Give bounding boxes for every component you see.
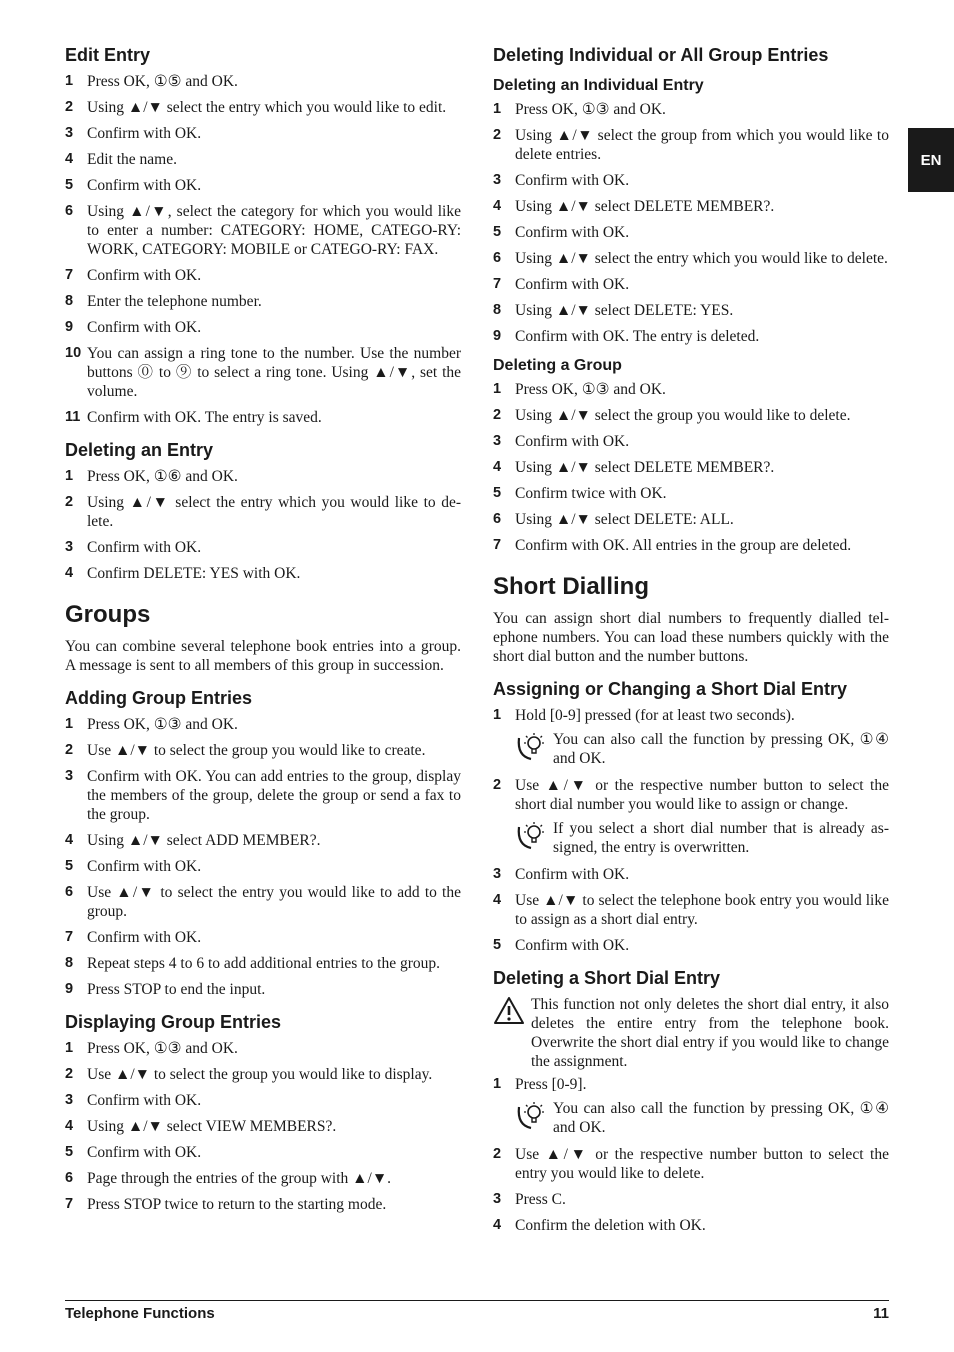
step-number: 2 [493, 407, 502, 423]
step-item [65, 857, 461, 876]
step-list [65, 467, 461, 583]
warning-note [493, 995, 889, 1071]
step-number: 2 [493, 1146, 502, 1162]
heading-short-dialling: Short Dialling [493, 573, 649, 600]
step-text: Use ▲/▼ to select the telephone book entry you would like to assign as a short dial entry. [515, 892, 889, 928]
step-number: 9 [493, 328, 502, 344]
step-number: 10 [65, 345, 82, 361]
right-column [493, 44, 889, 1242]
left-column [65, 44, 461, 1221]
step-number: 3 [65, 539, 74, 555]
step-list [493, 865, 889, 955]
step-item [493, 171, 889, 190]
step-text: Press STOP to end the input. [87, 981, 266, 998]
heading-deleting-an-entry: Deleting an Entry [65, 440, 214, 460]
step-item [65, 1143, 461, 1162]
step-item [493, 936, 889, 955]
step-text: Using ▲/▼ select the entry which you would like to de-lete. [87, 494, 461, 530]
step-number: 3 [65, 768, 74, 784]
step-number: 7 [65, 929, 74, 945]
step-number: 3 [65, 1092, 74, 1108]
step-number: 5 [493, 224, 502, 240]
step-text: Use ▲/▼ to select the entry you would like to add to the group. [87, 884, 461, 920]
step-item [493, 536, 889, 555]
step-text: Confirm with OK. You can add entries to the group, display the members of the group, delete the group or send a fax to the group. [87, 768, 461, 823]
tip-text: You can also call the function by pressing OK, ①④ and OK. [553, 1100, 889, 1136]
step-text: Hold [0-9] pressed (for at least two seconds). [515, 707, 795, 724]
step-number: 5 [493, 937, 502, 953]
heading-adding-group-entries: Adding Group Entries [65, 688, 252, 708]
step-text: Confirm with OK. [87, 929, 202, 946]
step-list [65, 72, 461, 427]
step-number: 2 [65, 742, 74, 758]
step-text: Confirm with OK. [515, 224, 630, 241]
step-list [493, 706, 889, 725]
step-text: Confirm with OK. [515, 172, 630, 189]
step-number: 1 [493, 707, 502, 723]
step-number: 8 [493, 302, 502, 318]
step-item [65, 176, 461, 195]
step-item [493, 1216, 889, 1235]
step-text: Confirm the deletion with OK. [515, 1217, 706, 1234]
step-item [65, 1039, 461, 1058]
step-number: 6 [65, 1170, 74, 1186]
step-text: Confirm with OK. [515, 433, 630, 450]
step-number: 7 [65, 1196, 74, 1212]
step-text: Press OK, ①③ and OK. [515, 101, 666, 118]
step-number: 2 [493, 127, 502, 143]
step-text: Confirm with OK. [87, 125, 202, 142]
heading-deleting-a-group: Deleting a Group [493, 357, 622, 374]
step-number: 4 [65, 565, 74, 581]
step-item [65, 292, 461, 311]
heading-assigning-or-changing-a-short-dial-entry: Assigning or Changing a Short Dial Entry [493, 679, 848, 699]
step-item [65, 538, 461, 557]
step-number: 2 [65, 99, 74, 115]
lightbulb-tip-icon [515, 1099, 553, 1133]
tip-note [515, 819, 889, 857]
step-text: Edit the name. [87, 151, 177, 168]
heading-edit-entry: Edit Entry [65, 45, 151, 65]
heading-groups: Groups [65, 601, 151, 628]
step-item [493, 432, 889, 451]
step-item [65, 98, 461, 117]
step-item [65, 767, 461, 824]
step-number: 3 [65, 125, 74, 141]
step-item [65, 741, 461, 760]
step-item [493, 1075, 889, 1094]
step-list [493, 380, 889, 555]
step-item [65, 493, 461, 531]
heading-deleting-individual-or-all-group-entries: Deleting Individual or All Group Entries [493, 45, 829, 65]
step-number: 4 [493, 459, 502, 475]
step-text: Press OK, ①③ and OK. [87, 1040, 238, 1057]
step-text: Using ▲/▼ select DELETE: ALL. [515, 511, 734, 528]
step-number: 1 [65, 468, 74, 484]
step-number: 5 [65, 177, 74, 193]
step-list [493, 776, 889, 814]
step-number: 1 [493, 1076, 502, 1092]
step-item [65, 202, 461, 259]
footer-page-number: 11 [873, 1305, 889, 1322]
step-text: Press STOP twice to return to the starting mode. [87, 1196, 387, 1213]
step-number: 6 [65, 884, 74, 900]
step-text: Confirm with OK. The entry is saved. [87, 409, 322, 426]
step-item [65, 1169, 461, 1188]
step-item [493, 484, 889, 503]
step-text: Using ▲/▼ select the group you would like to delete. [515, 407, 851, 424]
tip-text: You can also call the function by pressing OK, ①④ and OK. [553, 731, 889, 767]
warning-triangle-icon [493, 995, 531, 1029]
step-item [493, 510, 889, 529]
step-text: Using ▲/▼, select the category for which you would like to enter a number: CATEGORY: HOME, CATEGO-RY: WORK, CATEGORY: MOBILE or CATEGO-RY: FAX. [87, 203, 461, 258]
step-item [493, 380, 889, 399]
step-item [65, 928, 461, 947]
step-number: 2 [493, 777, 502, 793]
intro-paragraph: You can assign short dial numbers to frequently dialled tel-ephone numbers. You can load these numbers quickly with the short dial button and the number buttons. [493, 610, 889, 665]
step-item [65, 564, 461, 583]
step-item [65, 266, 461, 285]
step-number: 1 [493, 101, 502, 117]
step-item [65, 344, 461, 401]
step-text: Using ▲/▼ select DELETE MEMBER?. [515, 198, 775, 215]
step-list [65, 715, 461, 999]
step-item [493, 706, 889, 725]
step-number: 6 [65, 203, 74, 219]
step-number: 11 [65, 409, 81, 425]
step-item [65, 467, 461, 486]
step-item [493, 249, 889, 268]
step-item [493, 100, 889, 119]
step-number: 4 [493, 892, 502, 908]
footer-section-title: Telephone Functions [65, 1305, 215, 1322]
step-number: 6 [493, 250, 502, 266]
step-number: 6 [493, 511, 502, 527]
step-number: 7 [493, 537, 502, 553]
step-text: Use ▲/▼ to select the group you would like to display. [87, 1066, 433, 1083]
step-text: Using ▲/▼ select VIEW MEMBERS?. [87, 1118, 337, 1135]
step-item [65, 1065, 461, 1084]
step-list [493, 100, 889, 346]
step-text: You can assign a ring tone to the number. Use the number buttons ⓪ to ⑨ to select a ring tone. Using ▲/▼, set the volume. [87, 345, 461, 400]
step-text: Confirm DELETE: YES with OK. [87, 565, 301, 582]
heading-deleting-a-short-dial-entry: Deleting a Short Dial Entry [493, 968, 721, 988]
step-text: Confirm with OK. [87, 539, 202, 556]
step-number: 9 [65, 319, 74, 335]
step-text: Use ▲/▼ to select the group you would like to create. [87, 742, 426, 759]
step-number: 3 [493, 172, 502, 188]
heading-displaying-group-entries: Displaying Group Entries [65, 1012, 282, 1032]
warning-text: This function not only deletes the short dial entry, it also deletes the entire entry from the telephone book. Overwrite the short dial entry if you would like to change the assignment. [531, 996, 889, 1070]
step-list [65, 1039, 461, 1214]
step-number: 8 [65, 293, 74, 309]
step-text: Press OK, ①⑤ and OK. [87, 73, 238, 90]
step-item [65, 980, 461, 999]
step-item [493, 458, 889, 477]
step-text: Press C. [515, 1191, 566, 1208]
step-number: 1 [493, 381, 502, 397]
tip-note [515, 1099, 889, 1137]
step-item [65, 1117, 461, 1136]
step-number: 4 [493, 198, 502, 214]
step-text: Using ▲/▼ select ADD MEMBER?. [87, 832, 321, 849]
language-tab-label: EN [920, 151, 942, 169]
step-item [65, 124, 461, 143]
step-text: Confirm with OK. [87, 858, 202, 875]
step-item [65, 408, 461, 427]
step-item [493, 126, 889, 164]
step-item [493, 1145, 889, 1183]
step-text: Page through the entries of the group with ▲/▼. [87, 1170, 392, 1187]
lightbulb-tip-icon [515, 819, 553, 853]
step-item [65, 318, 461, 337]
step-text: Use ▲/▼ or the respective number button to select the short dial number you would like to assign or change. [515, 777, 889, 813]
step-text: Use ▲/▼ or the respective number button to select the entry you would like to delete. [515, 1146, 889, 1182]
step-item [65, 883, 461, 921]
step-item [493, 406, 889, 425]
step-number: 7 [65, 267, 74, 283]
step-text: Confirm with OK. [87, 1144, 202, 1161]
step-number: 3 [493, 1191, 502, 1207]
step-text: Confirm with OK. The entry is deleted. [515, 328, 760, 345]
step-item [65, 1195, 461, 1214]
tip-text: If you select a short dial number that is already as-signed, the entry is overwritten. [553, 820, 889, 856]
step-item [65, 831, 461, 850]
step-item [493, 1190, 889, 1209]
step-text: Press [0-9]. [515, 1076, 587, 1093]
step-number: 2 [65, 1066, 74, 1082]
step-text: Confirm with OK. All entries in the group are deleted. [515, 537, 852, 554]
step-number: 7 [493, 276, 502, 292]
step-text: Using ▲/▼ select the group from which you would like to delete entries. [515, 127, 889, 163]
step-item [65, 150, 461, 169]
step-number: 1 [65, 1040, 74, 1056]
step-item [493, 223, 889, 242]
step-text: Using ▲/▼ select DELETE: YES. [515, 302, 734, 319]
heading-deleting-an-individual-entry: Deleting an Individual Entry [493, 77, 704, 94]
step-number: 1 [65, 716, 74, 732]
step-text: Press OK, ①③ and OK. [515, 381, 666, 398]
step-text: Confirm with OK. [87, 177, 202, 194]
step-text: Confirm with OK. [87, 319, 202, 336]
step-number: 4 [65, 151, 74, 167]
step-number: 4 [493, 1217, 502, 1233]
step-text: Confirm with OK. [87, 267, 202, 284]
step-text: Using ▲/▼ select the entry which you would like to delete. [515, 250, 888, 267]
step-text: Confirm with OK. [515, 937, 630, 954]
step-number: 5 [65, 1144, 74, 1160]
lightbulb-tip-icon [515, 730, 553, 764]
intro-paragraph: You can combine several telephone book entries into a group. A message is sent to all members of this group in succession. [65, 638, 461, 674]
step-text: Confirm with OK. [87, 1092, 202, 1109]
step-number: 3 [493, 433, 502, 449]
step-number: 3 [493, 866, 502, 882]
step-text: Press OK, ①③ and OK. [87, 716, 238, 733]
step-item [65, 1091, 461, 1110]
step-item [65, 715, 461, 734]
step-item [493, 776, 889, 814]
step-number: 8 [65, 955, 74, 971]
step-number: 4 [65, 832, 74, 848]
step-number: 2 [65, 494, 74, 510]
step-number: 1 [65, 73, 74, 89]
language-tab [908, 128, 954, 192]
step-number: 5 [65, 858, 74, 874]
step-item [493, 865, 889, 884]
step-text: Repeat steps 4 to 6 to add additional entries to the group. [87, 955, 440, 972]
footer-rule [65, 1300, 889, 1301]
step-item [493, 275, 889, 294]
step-item [65, 72, 461, 91]
step-text: Enter the telephone number. [87, 293, 262, 310]
step-list [493, 1145, 889, 1235]
step-text: Confirm with OK. [515, 866, 630, 883]
step-item [493, 197, 889, 216]
step-item [493, 301, 889, 320]
step-text: Confirm with OK. [515, 276, 630, 293]
step-text: Press OK, ①⑥ and OK. [87, 468, 238, 485]
step-number: 4 [65, 1118, 74, 1134]
step-text: Using ▲/▼ select the entry which you would like to edit. [87, 99, 447, 116]
step-number: 9 [65, 981, 74, 997]
step-item [493, 891, 889, 929]
step-item [65, 954, 461, 973]
step-number: 5 [493, 485, 502, 501]
step-text: Confirm twice with OK. [515, 485, 667, 502]
step-list [493, 1075, 889, 1094]
tip-note [515, 730, 889, 768]
step-item [493, 327, 889, 346]
step-text: Using ▲/▼ select DELETE MEMBER?. [515, 459, 775, 476]
